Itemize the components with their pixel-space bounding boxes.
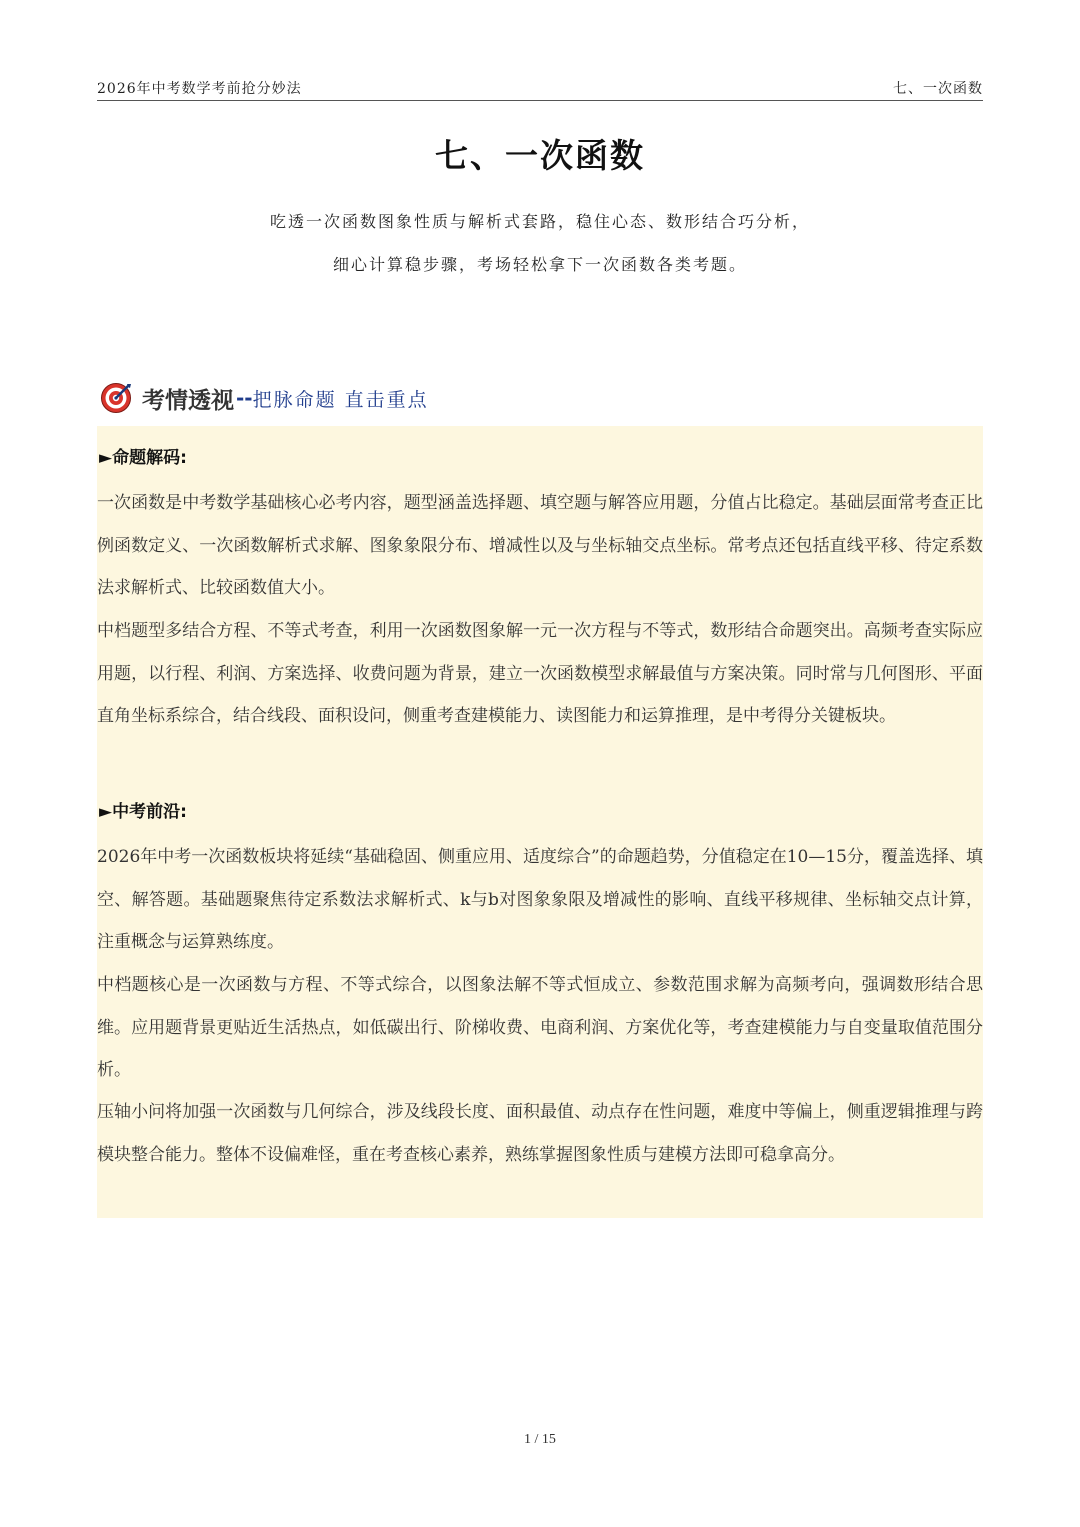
section-heading — [100, 380, 429, 416]
page-number: 1 / 15 — [524, 1432, 556, 1447]
chapter-intro-line-2: 细心计算稳步骤，考场轻松拿下一次函数各类考题。 — [332, 255, 747, 274]
chapter-intro-line-1: 吃透一次函数图象性质与解析式套路，稳住心态、数形结合巧分析， — [269, 212, 810, 231]
paragraph-frontier-1: 2026年中考一次函数板块将延续“基础稳固、侧重应用、适度综合”的命题趋势，分值稳定在10—15分，覆盖选择、填空、解答题。基础题聚焦待定系数法求解析式、k与b对图象象限及增减性的影响、直线平移规律、坐标轴交点计算，注重概念与运算熟练度。 — [97, 847, 983, 952]
chapter-title: 七、一次函数 — [435, 136, 645, 175]
section-dash: -- — [236, 386, 253, 410]
paragraph-decode-2: 中档题型多结合方程、不等式考查，利用一次函数图象解一元一次方程与不等式，数形结合命题突出。高频考查实际应用题，以行程、利润、方案选择、收费问题为背景，建立一次函数模型求解最值与方案决策。同时常与几何图形、平面直角坐标系综合，结合线段、面积设问，侧重考查建模能力、读图能力和运算推理，是中考得分关键板块。 — [97, 621, 983, 726]
header-chapter: 七、一次函数 — [893, 81, 983, 97]
paragraph-frontier-3: 压轴小问将加强一次函数与几何综合，涉及线段长度、面积最值、动点存在性问题，难度中等偏上，侧重逻辑推理与跨模块整合能力。整体不设偏难怪，重在考查核心素养，熟练掌握图象性质与建模方法即可稳拿高分。 — [97, 1102, 983, 1165]
paragraph-decode-1: 一次函数是中考数学基础核心必考内容，题型涵盖选择题、填空题与解答应用题，分值占比稳定。基础层面常考查正比例函数定义、一次函数解析式求解、图象象限分布、增减性以及与坐标轴交点坐标。常考点还包括直线平移、待定系数法求解析式、比较函数值大小。 — [97, 493, 983, 598]
highlight-box — [97, 426, 983, 1218]
header-book-title: 2026年中考数学考前抢分妙法 — [97, 81, 302, 97]
target-icon — [100, 382, 132, 414]
subheading-frontier: ►中考前沿: — [99, 802, 187, 822]
subheading-decode: ►命题解码: — [99, 448, 187, 468]
paragraph-frontier-2: 中档题核心是一次函数与方程、不等式综合，以图象法解不等式恒成立、参数范围求解为高频考向，强调数形结合思维。应用题背景更贴近生活热点，如低碳出行、阶梯收费、电商利润、方案优化等，考查建模能力与自变量取值范围分析。 — [97, 975, 983, 1080]
section-subtitle: 把脉命题 直击重点 — [252, 388, 429, 411]
running-header — [97, 76, 983, 101]
section-title: 考情透视 — [142, 387, 234, 414]
